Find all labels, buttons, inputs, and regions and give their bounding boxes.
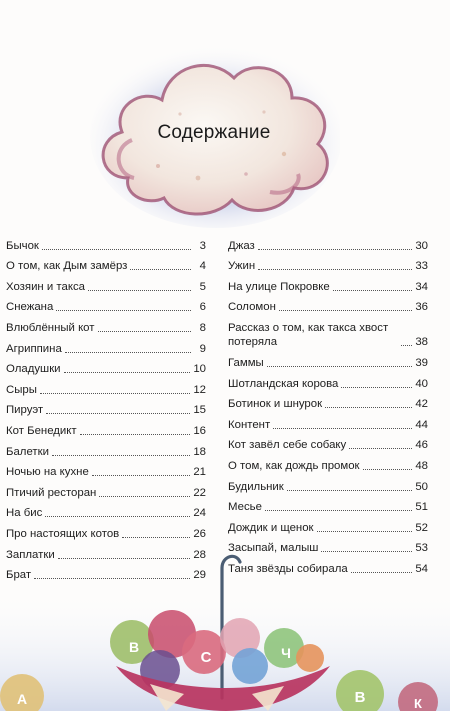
toc-entry-title: Таня звёзды собирала [228, 562, 348, 575]
toc-entry-page: 6 [199, 301, 206, 314]
toc-entry [228, 432, 428, 453]
toc-leader-dots [65, 352, 191, 353]
toc-entry-title: О том, как дождь промок [228, 459, 360, 472]
toc-entry-page: 24 [193, 507, 206, 520]
toc-entry [6, 314, 206, 335]
toc-entry-page: 42 [415, 398, 428, 411]
toc-entry-page: 9 [199, 342, 206, 355]
balloon-letter: Ч [281, 645, 291, 661]
toc-entry [228, 253, 428, 274]
toc-entry-title: Джаз [228, 239, 255, 252]
toc-entry [6, 417, 206, 438]
toc-entry [6, 376, 206, 397]
balloon-letter: А [16, 691, 28, 707]
toc-leader-dots [52, 455, 190, 456]
toc-entry-title: Контент [228, 418, 271, 431]
toc-leader-dots [56, 310, 191, 311]
toc-leader-dots [46, 413, 190, 414]
toc-leader-dots [317, 531, 413, 532]
toc-entry-title: Ужин [228, 260, 256, 273]
toc-leader-dots [99, 496, 190, 497]
toc-entry-title: Брат [6, 569, 32, 582]
toc-entry-page: 18 [193, 445, 206, 458]
toc-leader-dots [42, 249, 191, 250]
toc-entry-page: 30 [415, 239, 428, 252]
toc-entry-page: 4 [199, 260, 206, 273]
toc-leader-dots [273, 428, 412, 429]
toc-entry-title: Шотландская корова [228, 377, 339, 390]
toc-entry-title: Агриппина [6, 342, 62, 355]
toc-entry-page: 16 [193, 424, 206, 437]
toc-entry-page: 36 [415, 301, 428, 314]
toc-leader-dots [325, 407, 412, 408]
toc-leader-dots [287, 490, 413, 491]
toc-leader-dots [258, 269, 412, 270]
toc-entry-page: 5 [199, 280, 206, 293]
toc-entry-page: 26 [193, 527, 206, 540]
toc-entry-page: 53 [415, 542, 428, 555]
toc-entry-title: Будильник [228, 480, 284, 493]
toc-entry-title: Гаммы [228, 356, 264, 369]
toc-leader-dots [45, 516, 190, 517]
toc-entry [6, 520, 206, 541]
toc-entry-title: Кот Бенедикт [6, 424, 77, 437]
toc-entry-title: Балетки [6, 445, 49, 458]
toc-entry-page: 8 [199, 321, 206, 334]
umbrella-balloons-illustration [0, 548, 450, 711]
toc-entry [228, 411, 428, 432]
toc-entry-page: 10 [193, 363, 206, 376]
toc-leader-dots [64, 372, 191, 373]
toc-leader-dots [80, 434, 191, 435]
toc-entry [228, 494, 428, 515]
toc-leader-dots [363, 469, 413, 470]
toc-entry [228, 349, 428, 370]
toc-leader-dots [267, 366, 413, 367]
toc-entry-page: 22 [193, 486, 206, 499]
toc-entry-title: Влюблённый кот [6, 321, 95, 334]
toc-entry-title: Сыры [6, 383, 37, 396]
toc-leader-dots [98, 331, 192, 332]
toc-entry-title: На улице Покровке [228, 280, 330, 293]
toc-entry-page: 44 [415, 418, 428, 431]
toc-entry-title: Оладушки [6, 363, 61, 376]
toc-entry-page: 33 [415, 260, 428, 273]
toc-leader-dots [349, 448, 412, 449]
toc-leader-dots [401, 345, 412, 346]
toc-entry [6, 500, 206, 521]
toc-entry-title: Ботинок и шнурок [228, 398, 323, 411]
toc-entry-title: Пируэт [6, 404, 44, 417]
toc-entry [6, 253, 206, 274]
toc-entry [228, 232, 428, 253]
toc-entry [228, 273, 428, 294]
toc-leader-dots [92, 475, 191, 476]
balloon-letter: В [354, 689, 366, 706]
toc-entry [228, 370, 428, 391]
toc-entry [228, 294, 428, 315]
toc-entry-page: 39 [415, 356, 428, 369]
toc-entry-page: 29 [193, 569, 206, 582]
toc-entry-page: 38 [415, 336, 428, 349]
balloon-letter: С [200, 649, 212, 666]
toc-entry-title: Бычок [6, 239, 39, 252]
toc-entry [6, 232, 206, 253]
toc-entry-page: 51 [415, 501, 428, 514]
toc-entry-title: Снежана [6, 301, 54, 314]
toc-entry-page: 28 [193, 548, 206, 561]
toc-entry-title: О том, как Дым замёрз [6, 260, 128, 273]
toc-entry-title: Птичий ресторан [6, 486, 97, 499]
toc-leader-dots [333, 290, 413, 291]
balloon-letter: К [414, 696, 422, 711]
toc-entry-page: 46 [415, 439, 428, 452]
toc-entry [6, 335, 206, 356]
toc-entry-page: 15 [193, 404, 206, 417]
toc-entry-title: Месье [228, 501, 262, 514]
toc-entry [6, 397, 206, 418]
toc-entry-title: Дождик и щенок [228, 521, 314, 534]
toc-leader-dots [341, 387, 412, 388]
toc-entry [228, 314, 428, 349]
toc-entry-page: 12 [193, 383, 206, 396]
toc-entry [228, 473, 428, 494]
toc-entry-page: 48 [415, 459, 428, 472]
toc-entry [6, 356, 206, 377]
toc-entry-page: 52 [415, 521, 428, 534]
toc-entry-page: 50 [415, 480, 428, 493]
toc-leader-dots [279, 310, 412, 311]
toc-leader-dots [88, 290, 191, 291]
toc-entry [228, 514, 428, 535]
toc-entry [228, 452, 428, 473]
toc-entry-page: 40 [415, 377, 428, 390]
toc-entry-page: 21 [193, 466, 206, 479]
toc-entry [6, 438, 206, 459]
toc-leader-dots [258, 249, 413, 250]
toc-entry-title: На бис [6, 507, 43, 520]
toc-entry-page: 54 [415, 562, 428, 575]
toc-entry-title: Про настоящих котов [6, 527, 120, 540]
toc-entry-title: Кот завёл себе собаку [228, 439, 347, 452]
toc-entry [6, 459, 206, 480]
toc-entry-page: 3 [199, 239, 206, 252]
toc-entry-title: Хозяин и такса [6, 280, 85, 293]
toc-entry-title: Засыпай, малыш [228, 542, 319, 555]
balloon-letter: В [128, 639, 140, 655]
toc-entry-title: Ночью на кухне [6, 466, 89, 479]
toc-column-left [6, 232, 206, 582]
toc-entry [228, 391, 428, 412]
toc-entry [6, 273, 206, 294]
toc-entry-page: 34 [415, 280, 428, 293]
toc-leader-dots [122, 537, 190, 538]
toc-entry-title: Заплатки [6, 548, 55, 561]
page-title: Содержание [157, 122, 271, 143]
toc-entry [6, 294, 206, 315]
toc-leader-dots [130, 269, 191, 270]
toc-entry-title: Соломон [228, 301, 276, 314]
toc-leader-dots [40, 393, 190, 394]
toc-entry [6, 479, 206, 500]
toc-leader-dots [265, 510, 412, 511]
cloud-illustration [88, 28, 340, 228]
toc-column-right [228, 232, 428, 576]
toc-entry-title: Рассказ о том, как такса хвост потеряла [228, 322, 389, 349]
